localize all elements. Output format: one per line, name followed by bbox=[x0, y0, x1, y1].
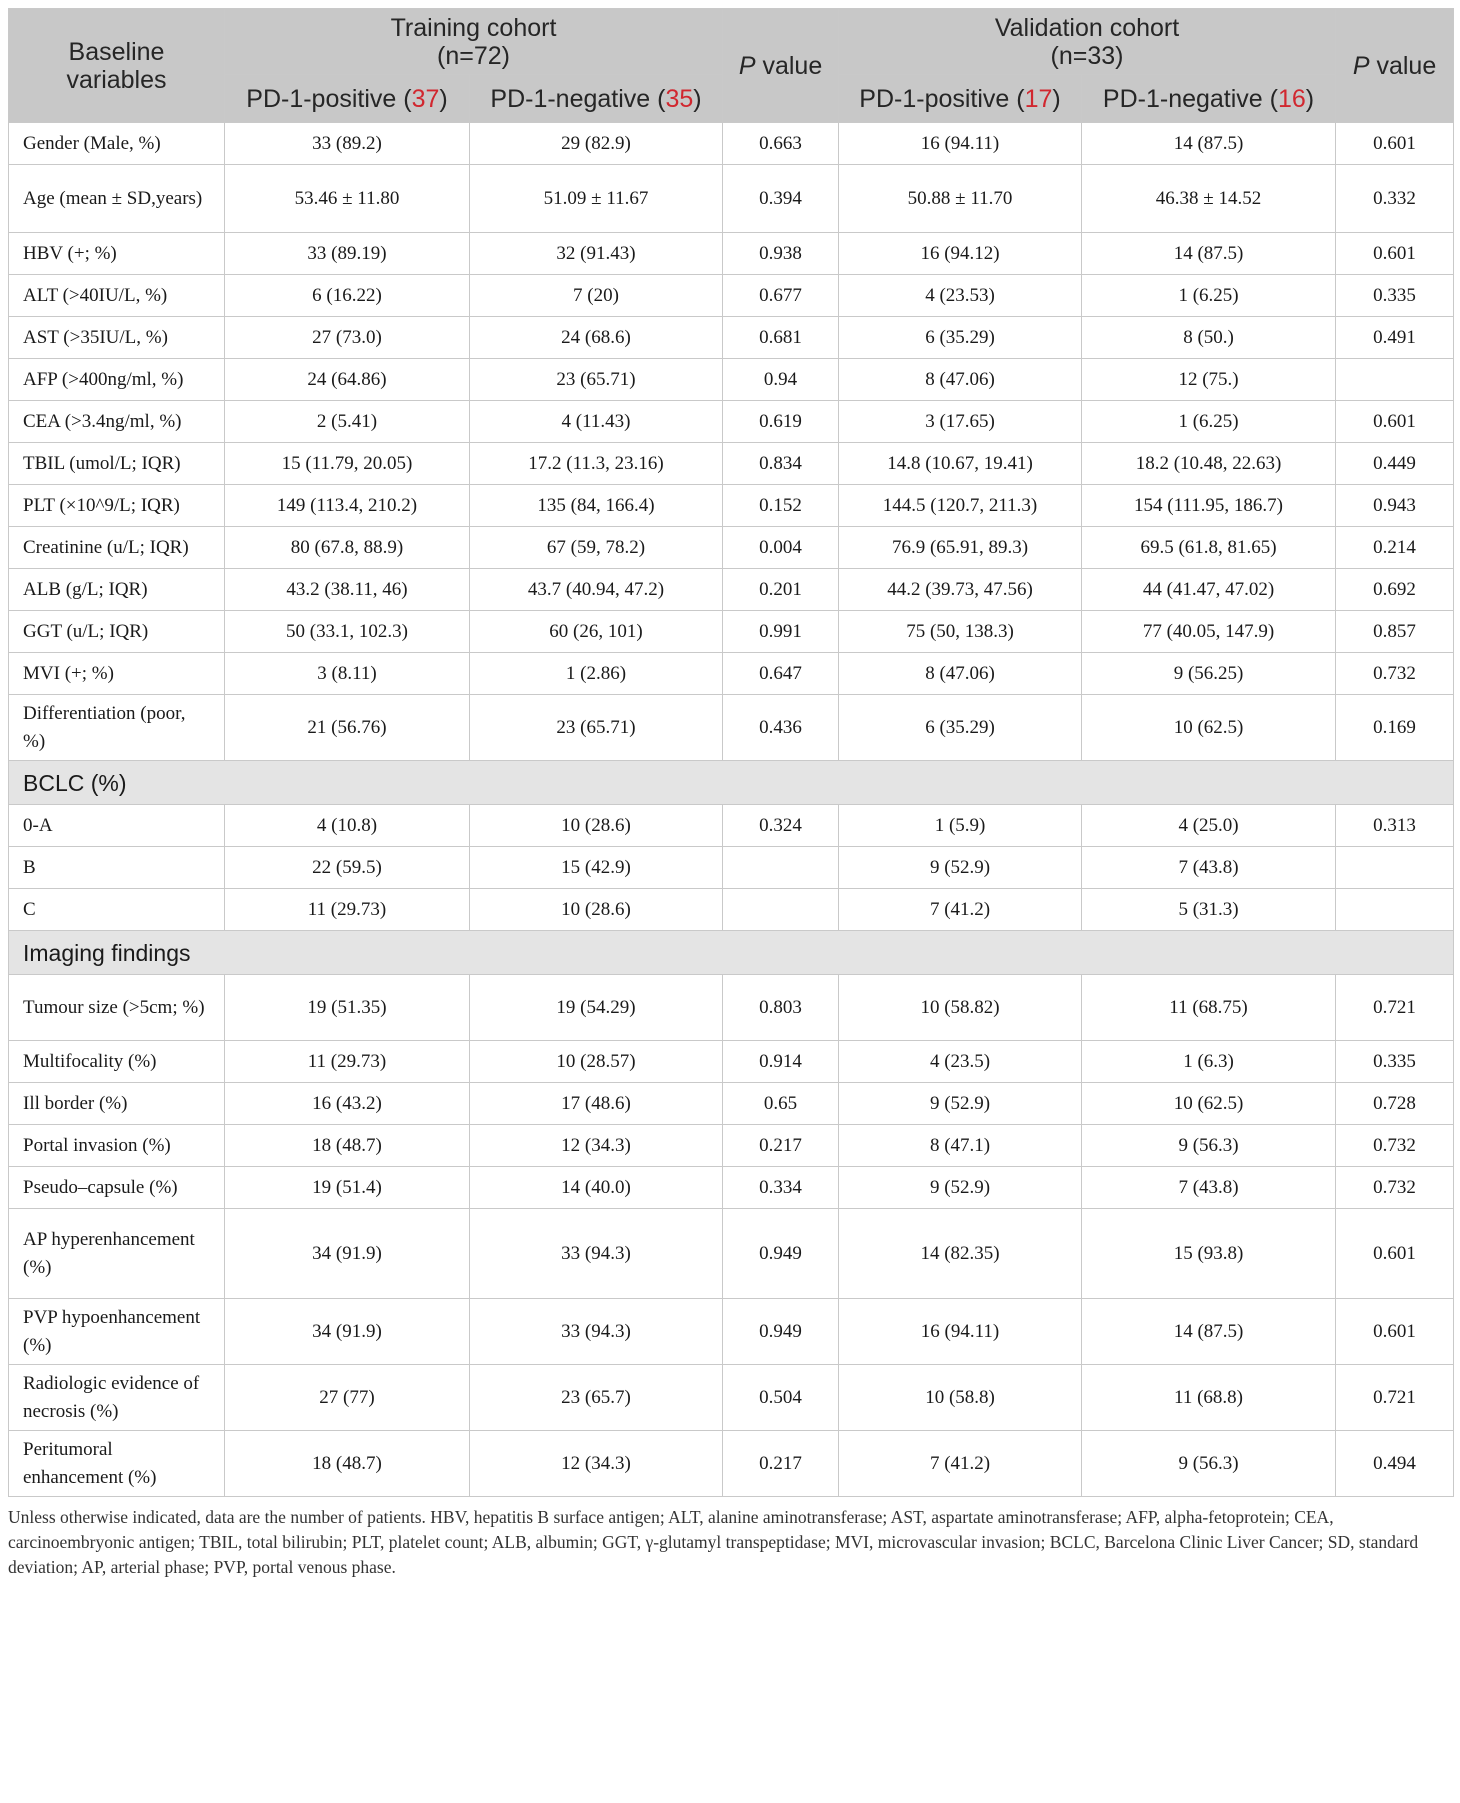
table-cell: 14.8 (10.67, 19.41) bbox=[839, 443, 1082, 485]
table-cell: 2 (5.41) bbox=[225, 401, 470, 443]
table-row bbox=[9, 569, 1454, 611]
header-close: ) bbox=[1052, 84, 1061, 113]
table-cell: 10 (28.6) bbox=[470, 805, 723, 847]
section-heading: BCLC (%) bbox=[9, 761, 1454, 805]
row-label: Multifocality (%) bbox=[9, 1041, 225, 1083]
table-cell: 0.647 bbox=[723, 653, 839, 695]
table-cell bbox=[723, 889, 839, 931]
table-row bbox=[9, 695, 1454, 761]
table-cell: 144.5 (120.7, 211.3) bbox=[839, 485, 1082, 527]
table-cell: 0.803 bbox=[723, 975, 839, 1041]
table-cell: 0.677 bbox=[723, 275, 839, 317]
table-cell: 12 (34.3) bbox=[470, 1125, 723, 1167]
table-cell: 29 (82.9) bbox=[470, 123, 723, 165]
table-row bbox=[9, 359, 1454, 401]
header-close: ) bbox=[439, 84, 448, 113]
table-cell: 6 (35.29) bbox=[839, 317, 1082, 359]
table-cell: 0.601 bbox=[1336, 123, 1454, 165]
count-red: 37 bbox=[411, 84, 440, 113]
table-cell: 10 (28.6) bbox=[470, 889, 723, 931]
table-cell: 4 (11.43) bbox=[470, 401, 723, 443]
table-cell: 9 (56.25) bbox=[1082, 653, 1336, 695]
table-cell: 7 (41.2) bbox=[839, 1431, 1082, 1497]
table-cell: 0.728 bbox=[1336, 1083, 1454, 1125]
table-cell: 0.335 bbox=[1336, 1041, 1454, 1083]
table-cell: 1 (5.9) bbox=[839, 805, 1082, 847]
header-p-value-validation bbox=[1336, 9, 1454, 123]
table-cell: 16 (94.12) bbox=[839, 233, 1082, 275]
table-cell: 17.2 (11.3, 23.16) bbox=[470, 443, 723, 485]
table-cell: 33 (94.3) bbox=[470, 1209, 723, 1299]
table-cell: 11 (29.73) bbox=[225, 1041, 470, 1083]
header-validation-title: Validation cohort bbox=[994, 13, 1180, 42]
table-cell: 15 (93.8) bbox=[1082, 1209, 1336, 1299]
table-cell: 34 (91.9) bbox=[225, 1209, 470, 1299]
table-cell: 44 (41.47, 47.02) bbox=[1082, 569, 1336, 611]
table-container bbox=[8, 8, 1453, 1580]
table-row bbox=[9, 527, 1454, 569]
baseline-table bbox=[8, 8, 1454, 1497]
table-cell: 15 (11.79, 20.05) bbox=[225, 443, 470, 485]
table-cell: 60 (26, 101) bbox=[470, 611, 723, 653]
table-cell: 9 (52.9) bbox=[839, 847, 1082, 889]
table-body bbox=[9, 123, 1454, 1497]
row-label: ALT (>40IU/L, %) bbox=[9, 275, 225, 317]
row-label: Creatinine (u/L; IQR) bbox=[9, 527, 225, 569]
row-label: HBV (+; %) bbox=[9, 233, 225, 275]
table-cell: 0.494 bbox=[1336, 1431, 1454, 1497]
table-cell: 12 (34.3) bbox=[470, 1431, 723, 1497]
header-training-title: Training cohort bbox=[390, 13, 557, 42]
table-cell: 0.732 bbox=[1336, 1125, 1454, 1167]
table-cell: 18 (48.7) bbox=[225, 1125, 470, 1167]
table-cell: 8 (47.06) bbox=[839, 653, 1082, 695]
table-cell: 9 (52.9) bbox=[839, 1167, 1082, 1209]
table-cell: 0.949 bbox=[723, 1209, 839, 1299]
table-cell: 0.436 bbox=[723, 695, 839, 761]
table-cell: 11 (68.75) bbox=[1082, 975, 1336, 1041]
table-row bbox=[9, 485, 1454, 527]
table-cell: 1 (6.25) bbox=[1082, 401, 1336, 443]
row-label: Radiologic evidence of necrosis (%) bbox=[9, 1365, 225, 1431]
table-cell: 10 (62.5) bbox=[1082, 1083, 1336, 1125]
table-cell: 23 (65.7) bbox=[470, 1365, 723, 1431]
table-cell: 0.449 bbox=[1336, 443, 1454, 485]
table-row bbox=[9, 805, 1454, 847]
row-label: Portal invasion (%) bbox=[9, 1125, 225, 1167]
table-cell: 23 (65.71) bbox=[470, 695, 723, 761]
table-cell: 0.721 bbox=[1336, 975, 1454, 1041]
header-baseline: Baseline variables bbox=[9, 9, 225, 123]
table-cell: 12 (75.) bbox=[1082, 359, 1336, 401]
table-cell: 0.504 bbox=[723, 1365, 839, 1431]
table-cell: 50 (33.1, 102.3) bbox=[225, 611, 470, 653]
table-cell: 154 (111.95, 186.7) bbox=[1082, 485, 1336, 527]
table-cell: 0.663 bbox=[723, 123, 839, 165]
header-label: PD-1-positive ( bbox=[859, 84, 1025, 113]
table-cell: 9 (56.3) bbox=[1082, 1431, 1336, 1497]
table-row bbox=[9, 975, 1454, 1041]
table-row bbox=[9, 611, 1454, 653]
table-cell: 0.834 bbox=[723, 443, 839, 485]
table-cell: 0.914 bbox=[723, 1041, 839, 1083]
table-cell: 17 (48.6) bbox=[470, 1083, 723, 1125]
table-cell: 16 (94.11) bbox=[839, 1299, 1082, 1365]
table-cell: 8 (47.06) bbox=[839, 359, 1082, 401]
table-cell: 0.491 bbox=[1336, 317, 1454, 359]
table-cell: 9 (52.9) bbox=[839, 1083, 1082, 1125]
table-cell: 33 (89.19) bbox=[225, 233, 470, 275]
table-cell: 24 (68.6) bbox=[470, 317, 723, 359]
table-row bbox=[9, 401, 1454, 443]
row-label: 0-A bbox=[9, 805, 225, 847]
section-bclc bbox=[9, 761, 1454, 805]
table-cell: 0.601 bbox=[1336, 233, 1454, 275]
table-row bbox=[9, 443, 1454, 485]
row-label: B bbox=[9, 847, 225, 889]
table-cell: 0.214 bbox=[1336, 527, 1454, 569]
row-label: Pseudo–capsule (%) bbox=[9, 1167, 225, 1209]
table-cell bbox=[1336, 889, 1454, 931]
table-cell: 77 (40.05, 147.9) bbox=[1082, 611, 1336, 653]
table-cell: 24 (64.86) bbox=[225, 359, 470, 401]
table-cell: 0.601 bbox=[1336, 1209, 1454, 1299]
header-validation-positive bbox=[839, 75, 1082, 123]
table-cell: 9 (56.3) bbox=[1082, 1125, 1336, 1167]
table-cell: 18 (48.7) bbox=[225, 1431, 470, 1497]
table-cell: 44.2 (39.73, 47.56) bbox=[839, 569, 1082, 611]
table-row bbox=[9, 275, 1454, 317]
table-cell: 43.2 (38.11, 46) bbox=[225, 569, 470, 611]
table-row bbox=[9, 1041, 1454, 1083]
header-p-italic: P bbox=[1352, 51, 1370, 80]
table-row bbox=[9, 317, 1454, 359]
table-cell: 8 (47.1) bbox=[839, 1125, 1082, 1167]
header-training-n: (n=72) bbox=[437, 41, 510, 70]
table-cell: 34 (91.9) bbox=[225, 1299, 470, 1365]
table-cell: 11 (68.8) bbox=[1082, 1365, 1336, 1431]
header-p-italic: P bbox=[738, 51, 756, 80]
table-cell: 0.334 bbox=[723, 1167, 839, 1209]
table-cell: 14 (82.35) bbox=[839, 1209, 1082, 1299]
row-label: Gender (Male, %) bbox=[9, 123, 225, 165]
table-cell: 8 (50.) bbox=[1082, 317, 1336, 359]
table-cell: 5 (31.3) bbox=[1082, 889, 1336, 931]
table-cell: 0.201 bbox=[723, 569, 839, 611]
header-validation-negative bbox=[1082, 75, 1336, 123]
row-label: TBIL (umol/L; IQR) bbox=[9, 443, 225, 485]
table-cell: 14 (87.5) bbox=[1082, 1299, 1336, 1365]
table-row bbox=[9, 1125, 1454, 1167]
row-label: Peritumoral enhancement (%) bbox=[9, 1431, 225, 1497]
table-cell: 0.217 bbox=[723, 1431, 839, 1497]
table-cell: 4 (23.53) bbox=[839, 275, 1082, 317]
table-cell: 1 (6.25) bbox=[1082, 275, 1336, 317]
table-row bbox=[9, 1431, 1454, 1497]
table-cell: 43.7 (40.94, 47.2) bbox=[470, 569, 723, 611]
table-cell: 7 (43.8) bbox=[1082, 847, 1336, 889]
table-cell: 22 (59.5) bbox=[225, 847, 470, 889]
table-row bbox=[9, 1209, 1454, 1299]
table-header bbox=[9, 9, 1454, 123]
header-training-negative bbox=[470, 75, 723, 123]
row-label: ALB (g/L; IQR) bbox=[9, 569, 225, 611]
table-cell: 80 (67.8, 88.9) bbox=[225, 527, 470, 569]
table-row bbox=[9, 1299, 1454, 1365]
count-red: 17 bbox=[1024, 84, 1053, 113]
table-row bbox=[9, 1365, 1454, 1431]
table-cell: 135 (84, 166.4) bbox=[470, 485, 723, 527]
table-cell: 51.09 ± 11.67 bbox=[470, 165, 723, 233]
table-cell: 10 (28.57) bbox=[470, 1041, 723, 1083]
table-cell: 6 (35.29) bbox=[839, 695, 1082, 761]
table-cell: 23 (65.71) bbox=[470, 359, 723, 401]
table-cell: 0.692 bbox=[1336, 569, 1454, 611]
table-row bbox=[9, 233, 1454, 275]
table-cell: 3 (17.65) bbox=[839, 401, 1082, 443]
table-cell: 67 (59, 78.2) bbox=[470, 527, 723, 569]
header-training-positive bbox=[225, 75, 470, 123]
table-cell: 15 (42.9) bbox=[470, 847, 723, 889]
table-row bbox=[9, 165, 1454, 233]
section-heading: Imaging findings bbox=[9, 931, 1454, 975]
header-p-value-training bbox=[723, 9, 839, 123]
table-cell: 18.2 (10.48, 22.63) bbox=[1082, 443, 1336, 485]
section-imaging bbox=[9, 931, 1454, 975]
row-label: PVP hypoenhancement (%) bbox=[9, 1299, 225, 1365]
table-cell: 0.938 bbox=[723, 233, 839, 275]
table-cell: 10 (62.5) bbox=[1082, 695, 1336, 761]
table-cell: 0.857 bbox=[1336, 611, 1454, 653]
table-cell: 33 (89.2) bbox=[225, 123, 470, 165]
header-validation-n: (n=33) bbox=[1050, 41, 1124, 70]
table-cell: 14 (87.5) bbox=[1082, 233, 1336, 275]
header-close: ) bbox=[693, 84, 702, 113]
table-cell: 75 (50, 138.3) bbox=[839, 611, 1082, 653]
header-p-suffix: value bbox=[762, 51, 823, 80]
table-row bbox=[9, 123, 1454, 165]
table-cell: 0.94 bbox=[723, 359, 839, 401]
table-cell bbox=[1336, 359, 1454, 401]
table-row bbox=[9, 653, 1454, 695]
table-cell: 16 (43.2) bbox=[225, 1083, 470, 1125]
table-cell: 7 (43.8) bbox=[1082, 1167, 1336, 1209]
table-cell: 0.217 bbox=[723, 1125, 839, 1167]
table-cell: 0.601 bbox=[1336, 1299, 1454, 1365]
table-cell: 33 (94.3) bbox=[470, 1299, 723, 1365]
header-training bbox=[225, 9, 723, 75]
row-label: PLT (×10^9/L; IQR) bbox=[9, 485, 225, 527]
table-cell: 4 (25.0) bbox=[1082, 805, 1336, 847]
row-label: C bbox=[9, 889, 225, 931]
table-cell: 6 (16.22) bbox=[225, 275, 470, 317]
table-cell: 0.324 bbox=[723, 805, 839, 847]
table-cell: 21 (56.76) bbox=[225, 695, 470, 761]
table-cell: 27 (73.0) bbox=[225, 317, 470, 359]
row-label: AP hyperenhancement (%) bbox=[9, 1209, 225, 1299]
table-cell: 46.38 ± 14.52 bbox=[1082, 165, 1336, 233]
table-cell: 0.169 bbox=[1336, 695, 1454, 761]
table-cell: 10 (58.8) bbox=[839, 1365, 1082, 1431]
table-cell: 0.313 bbox=[1336, 805, 1454, 847]
table-cell: 0.991 bbox=[723, 611, 839, 653]
table-cell: 76.9 (65.91, 89.3) bbox=[839, 527, 1082, 569]
table-cell: 50.88 ± 11.70 bbox=[839, 165, 1082, 233]
table-cell: 11 (29.73) bbox=[225, 889, 470, 931]
row-label: Age (mean ± SD,years) bbox=[9, 165, 225, 233]
table-cell: 0.681 bbox=[723, 317, 839, 359]
header-validation bbox=[839, 9, 1336, 75]
table-cell: 0.721 bbox=[1336, 1365, 1454, 1431]
table-cell: 4 (23.5) bbox=[839, 1041, 1082, 1083]
table-cell: 0.332 bbox=[1336, 165, 1454, 233]
row-label: GGT (u/L; IQR) bbox=[9, 611, 225, 653]
table-cell: 0.732 bbox=[1336, 1167, 1454, 1209]
table-cell: 0.335 bbox=[1336, 275, 1454, 317]
table-cell: 0.949 bbox=[723, 1299, 839, 1365]
table-cell bbox=[1336, 847, 1454, 889]
row-label: MVI (+; %) bbox=[9, 653, 225, 695]
count-red: 35 bbox=[665, 84, 694, 113]
table-cell: 32 (91.43) bbox=[470, 233, 723, 275]
table-cell: 0.394 bbox=[723, 165, 839, 233]
table-cell: 14 (40.0) bbox=[470, 1167, 723, 1209]
table-row bbox=[9, 847, 1454, 889]
table-cell: 0.732 bbox=[1336, 653, 1454, 695]
table-cell: 19 (54.29) bbox=[470, 975, 723, 1041]
table-cell: 10 (58.82) bbox=[839, 975, 1082, 1041]
table-row bbox=[9, 1167, 1454, 1209]
row-label: Differentiation (poor, %) bbox=[9, 695, 225, 761]
header-label: PD-1-negative ( bbox=[1102, 84, 1278, 113]
row-label: Ill border (%) bbox=[9, 1083, 225, 1125]
count-red: 16 bbox=[1277, 84, 1306, 113]
table-cell: 27 (77) bbox=[225, 1365, 470, 1431]
table-row bbox=[9, 889, 1454, 931]
table-cell: 0.65 bbox=[723, 1083, 839, 1125]
header-close: ) bbox=[1305, 84, 1315, 113]
header-label: PD-1-negative ( bbox=[490, 84, 666, 113]
table-cell: 1 (2.86) bbox=[470, 653, 723, 695]
table-cell bbox=[723, 847, 839, 889]
table-cell: 0.004 bbox=[723, 527, 839, 569]
table-cell: 53.46 ± 11.80 bbox=[225, 165, 470, 233]
table-cell: 0.601 bbox=[1336, 401, 1454, 443]
row-label: Tumour size (>5cm; %) bbox=[9, 975, 225, 1041]
row-label: CEA (>3.4ng/ml, %) bbox=[9, 401, 225, 443]
table-cell: 16 (94.11) bbox=[839, 123, 1082, 165]
header-p-suffix: value bbox=[1376, 51, 1437, 80]
table-cell: 19 (51.4) bbox=[225, 1167, 470, 1209]
table-cell: 19 (51.35) bbox=[225, 975, 470, 1041]
table-cell: 0.152 bbox=[723, 485, 839, 527]
header-label: PD-1-positive ( bbox=[246, 84, 412, 113]
table-cell: 0.619 bbox=[723, 401, 839, 443]
table-row bbox=[9, 1083, 1454, 1125]
table-footnote: Unless otherwise indicated, data are the number of patients. HBV, hepatitis B surface antigen; ALT, alanine aminotransferase; AST, aspartate aminotransferase; AFP, alpha-fetoprotein; CEA, carcinoembryonic antigen; TBIL, total bilirubin; PLT, platelet count; ALB, albumin; GGT, γ-glutamyl transpeptidase; MVI, microvascular invasion; BCLC, Barcelona Clinic Liver Cancer; SD, standard deviation; AP, arterial phase; PVP, portal venous phase. bbox=[8, 1507, 1419, 1577]
table-cell: 7 (41.2) bbox=[839, 889, 1082, 931]
table-cell: 3 (8.11) bbox=[225, 653, 470, 695]
row-label: AST (>35IU/L, %) bbox=[9, 317, 225, 359]
table-cell: 14 (87.5) bbox=[1082, 123, 1336, 165]
table-cell: 149 (113.4, 210.2) bbox=[225, 485, 470, 527]
row-label: AFP (>400ng/ml, %) bbox=[9, 359, 225, 401]
table-cell: 1 (6.3) bbox=[1082, 1041, 1336, 1083]
table-cell: 69.5 (61.8, 81.65) bbox=[1082, 527, 1336, 569]
table-cell: 4 (10.8) bbox=[225, 805, 470, 847]
table-cell: 7 (20) bbox=[470, 275, 723, 317]
table-cell: 0.943 bbox=[1336, 485, 1454, 527]
